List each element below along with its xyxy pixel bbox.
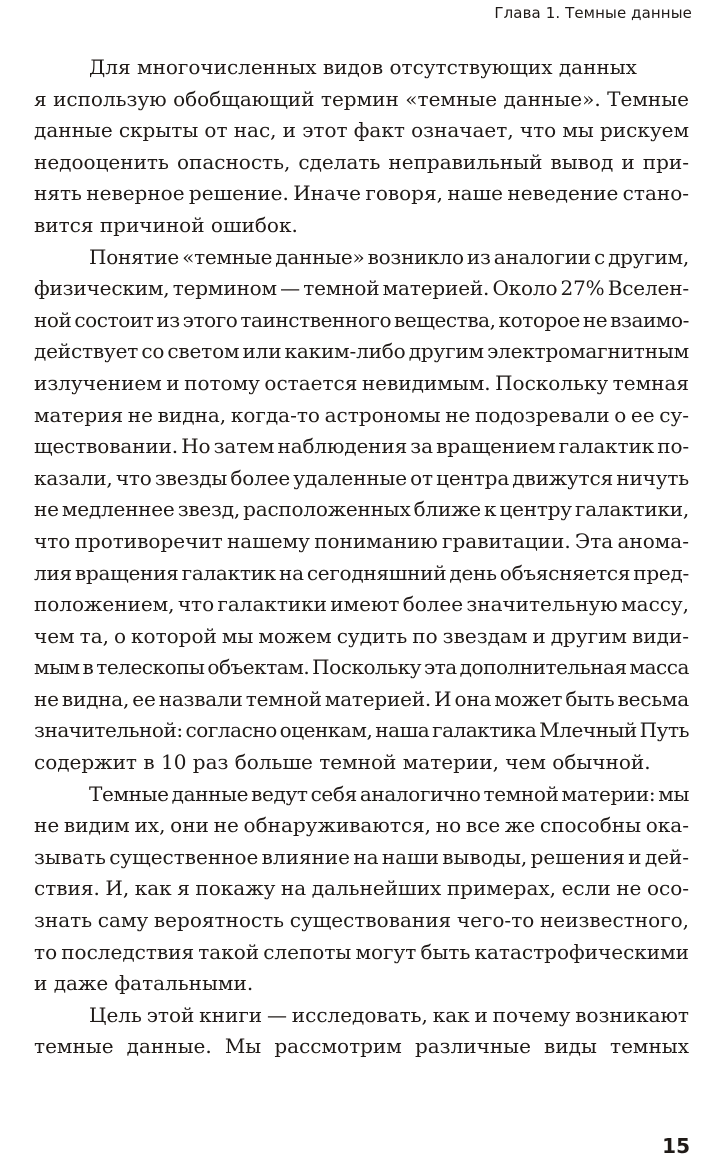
text-line: что противоречит нашему пониманию гравитации. Эта анома- (34, 528, 689, 553)
page-number: 15 (662, 1134, 690, 1158)
text-line: Понятие «темные данные» возникло из аналогии с другим, (89, 244, 689, 269)
body-text (34, 52, 689, 1063)
text-line: не медленнее звезд, расположенных ближе к центру галактики, (34, 497, 689, 522)
text-line: недооценить опасность, сделать неправильный вывод и при- (34, 149, 689, 174)
text-line: действует со светом или каким-либо другим электромагнитным (34, 339, 689, 364)
text-line: ществовании. Но затем наблюдения за вращением галактик по- (34, 434, 689, 459)
paragraph-1 (34, 52, 689, 242)
text-line: ной состоит из этого таинственного вещества, которое не взаимо- (34, 307, 689, 332)
text-line: не видна, ее назвали темной материей. И она может быть весьма (34, 686, 689, 711)
text-line: темные данные. Мы рассмотрим различные виды темных (34, 1034, 689, 1059)
text-line: значительной: согласно оценкам, наша галактика Млечный Путь (34, 718, 689, 743)
paragraph-2 (34, 242, 689, 779)
running-head: Глава 1. Темные данные (494, 4, 692, 22)
text-line: физическим, термином — темной материей. Около 27% Вселен- (34, 276, 689, 301)
text-line: Для многочисленных видов отсутствующих данных (89, 55, 637, 79)
text-line: Цель этой книги — исследовать, как и почему возникают (89, 1002, 689, 1027)
text-line: Темные данные ведут себя аналогично темной материи: мы (89, 781, 689, 806)
text-line: ствия. И, как я покажу на дальнейших примерах, если не осо- (34, 876, 689, 901)
text-line: данные скрыты от нас, и этот факт означает, что мы рискуем (34, 118, 689, 143)
text-line: казали, что звезды более удаленные от центра движутся ничуть (34, 465, 689, 490)
text-line: вится причиной ошибок. (34, 212, 298, 237)
text-line: содержит в 10 раз больше темной материи, чем обычной. (34, 750, 651, 775)
paragraph-4 (34, 1000, 689, 1063)
text-line: то последствия такой слепоты могут быть катастрофическими (34, 939, 689, 964)
paragraph-3 (34, 779, 689, 1000)
text-line: зывать существенное влияние на наши выводы, решения и дей- (34, 844, 689, 869)
text-line: не видим их, они не обнаруживаются, но все же способны ока- (34, 813, 689, 838)
text-line: нять неверное решение. Иначе говоря, наше неведение стано- (34, 181, 689, 206)
text-line: чем та, о которой мы можем судить по звездам и другим види- (34, 623, 689, 648)
text-line: мым в телескопы объектам. Поскольку эта дополнительная масса (34, 655, 689, 680)
text-line: лия вращения галактик на сегодняшний день объясняется пред- (34, 560, 689, 585)
text-line: излучением и потому остается невидимым. Поскольку темная (34, 370, 689, 395)
text-line: знать саму вероятность существования чего-то неизвестного, (34, 908, 689, 933)
text-line: материя не видна, когда-то астрономы не подозревали о ее су- (34, 402, 689, 427)
text-line: я использую обобщающий термин «темные данные». Темные (34, 86, 689, 111)
text-line: положением, что галактики имеют более значительную массу, (34, 592, 690, 617)
text-line: и даже фатальными. (34, 971, 254, 996)
